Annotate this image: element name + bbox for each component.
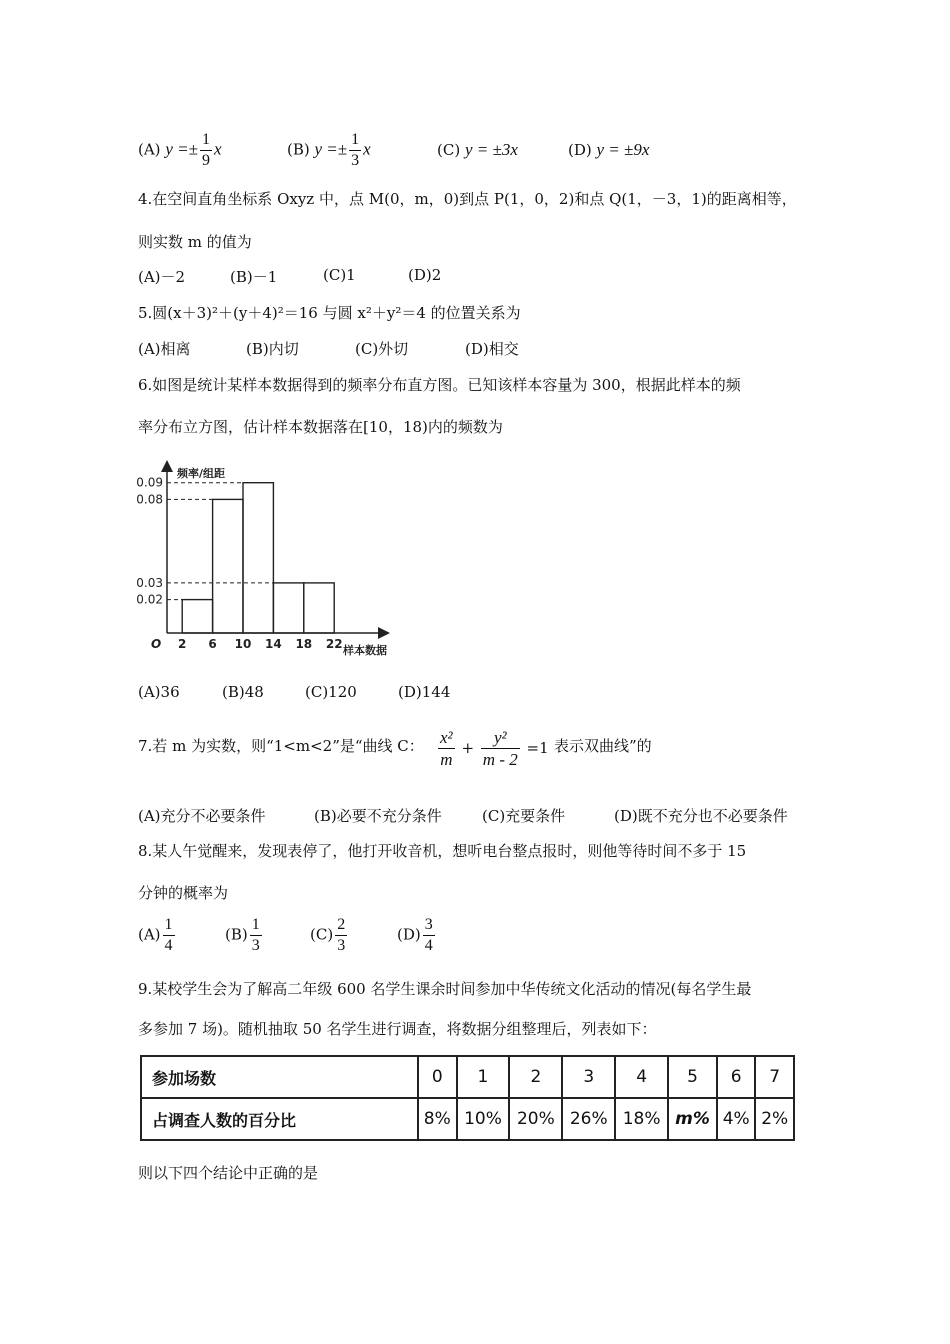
table-cell: 2% <box>755 1098 794 1140</box>
q7-equation <box>436 727 549 771</box>
q3-option-d: (D) y = ±9x <box>568 140 650 159</box>
y-tick-label: 0.09 <box>136 475 163 490</box>
q7-stem-prefix: 7.若 m 为实数，则“1<m<2”是“曲线 C： <box>138 737 424 755</box>
q9-stem-line2: 多参加 7 场)。随机抽取 50 名学生进行调查，将数据分组整理后，列表如下： <box>138 1020 657 1038</box>
q8-stem-line2: 分钟的概率为 <box>138 884 229 902</box>
q6-option-c: (C)120 <box>305 683 357 701</box>
table-cell: 20% <box>509 1098 562 1140</box>
q7-option-b: (B)必要不充分条件 <box>314 807 442 825</box>
table-cell: 4 <box>615 1056 668 1098</box>
table-cell: 8% <box>418 1098 457 1140</box>
y-tick-label: 0.08 <box>136 492 163 507</box>
q5-option-c: (C)外切 <box>355 340 409 358</box>
x-tick-label: 2 <box>178 637 187 651</box>
q8-stem-line1: 8.某人午觉醒来，发现表停了，他打开收音机，想听电台整点报时，则他等待时间不多于 15 <box>138 842 747 860</box>
table-row <box>141 1056 794 1098</box>
q7-frac1-den: m <box>440 750 453 770</box>
q6-stem-line1: 6.如图是统计某样本数据得到的频率分布直方图。已知该样本容量为 300，根据此样本的频 <box>138 376 741 394</box>
q7-plus: + <box>461 738 475 757</box>
table-cell: 18% <box>615 1098 668 1140</box>
table-cell: 0 <box>418 1056 457 1098</box>
q9-tail: 则以下四个结论中正确的是 <box>138 1164 319 1182</box>
q9-stem-line1: 9.某校学生会为了解高二年级 600 名学生课余时间参加中华传统文化活动的情况(每名学生最 <box>138 980 752 998</box>
x-tick-label: 6 <box>208 637 217 651</box>
q5-option-a: (A)相离 <box>138 340 191 358</box>
q4-option-c: (C)1 <box>323 266 356 284</box>
y-axis-label: 频率/组距 <box>177 467 226 480</box>
q6-option-d: (D)144 <box>398 683 451 701</box>
q7-stem-suffix: 表示双曲线”的 <box>554 737 652 755</box>
table-cell: 5 <box>668 1056 717 1098</box>
origin-label: O <box>151 637 162 651</box>
table-cell: 4% <box>717 1098 756 1140</box>
y-tick-label: 0.02 <box>136 592 163 607</box>
q4-stem-line1: 4.在空间直角坐标系 Oxyz 中，点 M(0，m，0)到点 P(1，0，2)和点 Q(1，－3，1)的距离相等， <box>138 190 797 208</box>
histogram-bar <box>273 583 303 633</box>
histogram-bar <box>243 483 273 633</box>
q4-stem-line2: 则实数 m 的值为 <box>138 233 252 251</box>
x-tick-label: 22 <box>325 637 343 651</box>
q4-option-a: (A)－2 <box>138 268 186 286</box>
survey-table <box>140 1055 795 1141</box>
x-tick-label: 10 <box>234 637 252 651</box>
q8-option-c: (C) $\frac{2}{3}$ <box>310 916 346 954</box>
x-tick-label: 14 <box>265 637 282 651</box>
q4-option-d: (D)2 <box>408 266 442 284</box>
q5-stem: 5.圆(x＋3)²＋(y＋4)²＝16 与圆 x²＋y²＝4 的位置关系为 <box>138 304 521 322</box>
table-cell: m% <box>668 1098 717 1140</box>
q8-option-b: (B) $\frac{1}{3}$ <box>225 916 260 954</box>
q7-eq: =1 <box>526 738 549 757</box>
x-axis-label: 样本数据 <box>343 644 387 657</box>
q7-option-c: (C)充要条件 <box>482 807 566 825</box>
table-cell: 2 <box>509 1056 562 1098</box>
table-cell: 3 <box>562 1056 615 1098</box>
histogram-bar <box>304 583 334 633</box>
q7-frac1-num: x² <box>438 727 455 749</box>
table-cell: 1 <box>457 1056 510 1098</box>
q6-option-a: (A)36 <box>138 683 180 701</box>
q7-option-d: (D)既不充分也不必要条件 <box>614 807 788 825</box>
q6-option-b: (B)48 <box>222 683 264 701</box>
table-header-cell: 占调查人数的百分比 <box>141 1098 418 1140</box>
table-cell: 10% <box>457 1098 510 1140</box>
y-tick-label: 0.03 <box>136 575 163 590</box>
q8-option-a: (A) $\frac{1}{4}$ <box>138 916 173 954</box>
q3-option-b: (B) y =± $\frac{1}{3}$ x <box>287 131 371 169</box>
q7-frac2-den: m - 2 <box>482 750 518 770</box>
q7-option-a: (A)充分不必要条件 <box>138 807 266 825</box>
q4-option-b: (B)－1 <box>230 268 278 286</box>
x-tick-label: 18 <box>295 637 313 651</box>
q5-option-d: (D)相交 <box>465 340 519 358</box>
q7-frac2-num: y² <box>481 727 520 749</box>
table-cell: 7 <box>755 1056 794 1098</box>
table-row <box>141 1098 794 1140</box>
q6-stem-line2: 率分布立方图，估计样本数据落在[10，18)内的频数为 <box>138 418 503 436</box>
histogram-bar <box>213 499 243 633</box>
q3-option-c: (C) y = ±3x <box>437 140 518 159</box>
histogram-bar <box>182 600 212 633</box>
table-cell: 6 <box>717 1056 756 1098</box>
q5-option-b: (B)内切 <box>246 340 299 358</box>
q3-option-a: (A) y =± $\frac{1}{9}$ x <box>138 131 222 169</box>
table-header-cell: 参加场数 <box>141 1056 418 1098</box>
frequency-histogram <box>135 455 387 660</box>
q8-option-d: (D) $\frac{3}{4}$ <box>397 916 433 954</box>
table-cell: 26% <box>562 1098 615 1140</box>
